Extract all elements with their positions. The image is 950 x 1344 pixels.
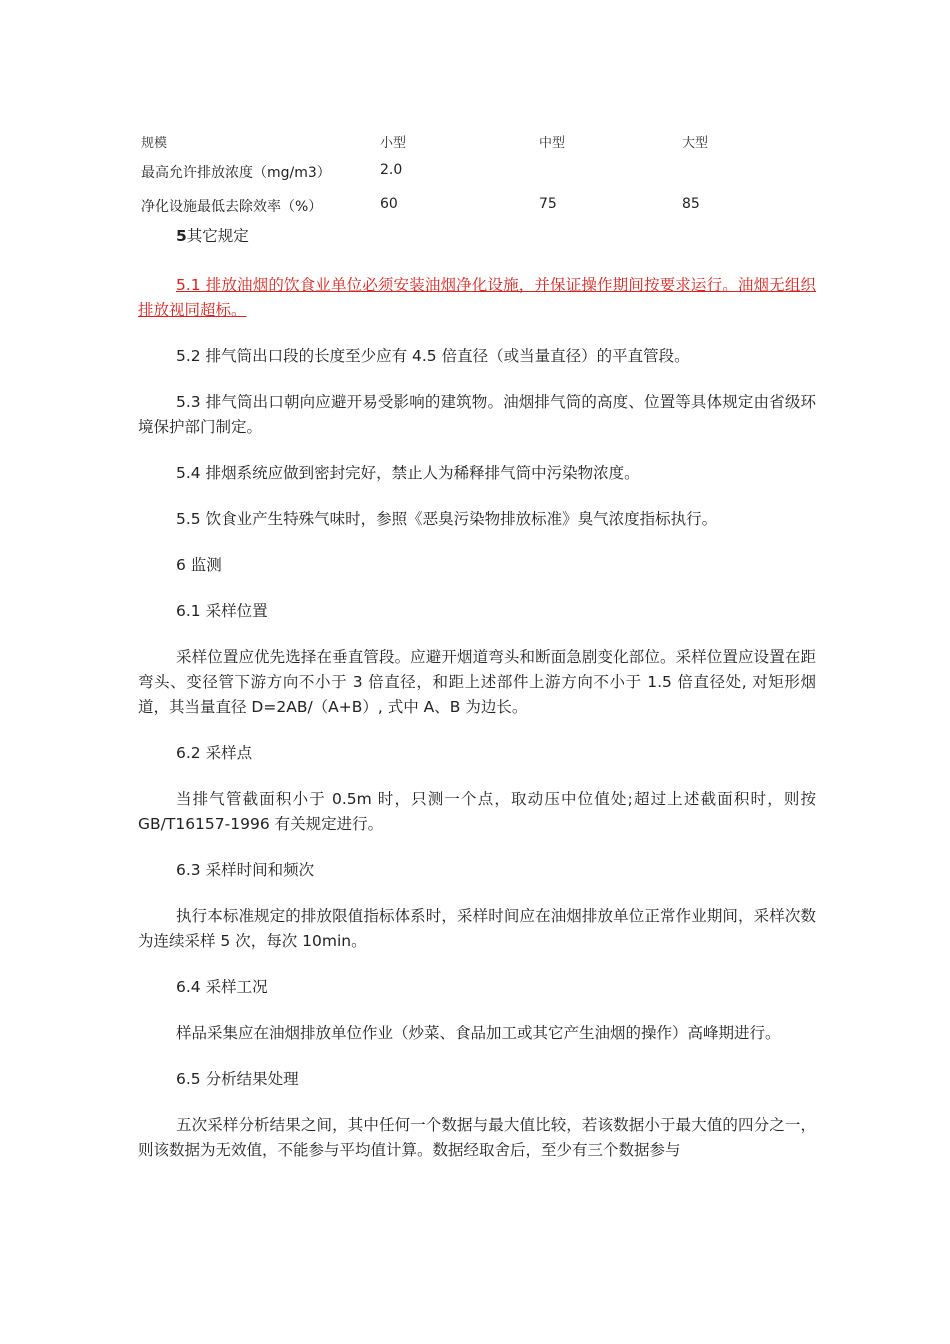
header-cell-scale: 规模 xyxy=(141,136,168,151)
heading-6-3: 6.3 采样时间和频次 xyxy=(176,861,315,879)
paragraph-5-3: 5.3 排气筒出口朝向应避开易受影响的建筑物。油烟排气筒的高度、位置等具体规定由省级环境保护部门制定。 xyxy=(138,393,816,436)
paragraph-5-2: 5.2 排气筒出口段的长度至少应有 4.5 倍直径（或当量直径）的平直管段。 xyxy=(176,347,690,365)
section-6-heading: 6 监测 xyxy=(176,556,222,574)
emission-standard-table xyxy=(141,128,761,230)
paragraph-6-1: 采样位置应优先选择在垂直管段。应避开烟道弯头和断面急剧变化部位。采样位置应设置在距弯头、变径管下游方向不小于 3 倍直径，和距上述部件上游方向不小于 1.5 倍直径处, 对矩形烟道，其当量直径 D=2AB/（A+B）, 式中 A、B 为边长。 xyxy=(138,648,816,716)
section-5-heading xyxy=(138,224,816,249)
paragraph-6-2: 当排气管截面积小于 0.5m 时，只测一个点，取动压中位值处;超过上述截面积时，则按 GB/T16157-1996 有关规定进行。 xyxy=(138,790,816,833)
table-row xyxy=(141,162,761,196)
header-cell-small: 小型 xyxy=(380,136,407,151)
table-cell: 2.0 xyxy=(380,162,403,178)
heading-6-2: 6.2 采样点 xyxy=(176,744,253,762)
paragraph-5-5: 5.5 饮食业产生特殊气味时，参照《恶臭污染物排放标准》臭气浓度指标执行。 xyxy=(176,510,718,528)
paragraph-6-4: 样品采集应在油烟排放单位作业（炒菜、食品加工或其它产生油烟的操作）高峰期进行。 xyxy=(176,1024,781,1042)
table-cell: 60 xyxy=(380,196,398,212)
paragraph-6-5: 五次采样分析结果之间，其中任何一个数据与最大值比较，若该数据小于最大值的四分之一，则该数据为无效值，不能参与平均值计算。数据经取舍后，至少有三个数据参与 xyxy=(138,1116,816,1159)
heading-6-4: 6.4 采样工况 xyxy=(176,978,268,996)
header-cell-medium: 中型 xyxy=(539,136,566,151)
section-5-title: 其它规定 xyxy=(186,227,249,245)
table-header-row xyxy=(141,128,761,162)
table-cell: 85 xyxy=(682,196,700,212)
row-label-min-efficiency: 净化设施最低去除效率（%） xyxy=(141,199,323,215)
heading-6-5: 6.5 分析结果处理 xyxy=(176,1070,299,1088)
table-cell: 75 xyxy=(539,196,557,212)
document-body xyxy=(138,224,816,1184)
section-5-number: 5 xyxy=(176,227,187,245)
header-cell-large: 大型 xyxy=(682,136,709,151)
heading-6-1: 6.1 采样位置 xyxy=(176,602,268,620)
paragraph-5-4: 5.4 排烟系统应做到密封完好，禁止人为稀释排气筒中污染物浓度。 xyxy=(176,464,640,482)
paragraph-6-3: 执行本标准规定的排放限值指标体系时，采样时间应在油烟排放单位正常作业期间，采样次数为连续采样 5 次，每次 10min。 xyxy=(138,907,816,950)
row-label-max-concentration: 最高允许排放浓度（mg/m3） xyxy=(141,165,331,181)
paragraph-5-1: 5.1 排放油烟的饮食业单位必须安装油烟净化设施，并保证操作期间按要求运行。油烟无组织排放视同超标。 xyxy=(138,276,816,319)
